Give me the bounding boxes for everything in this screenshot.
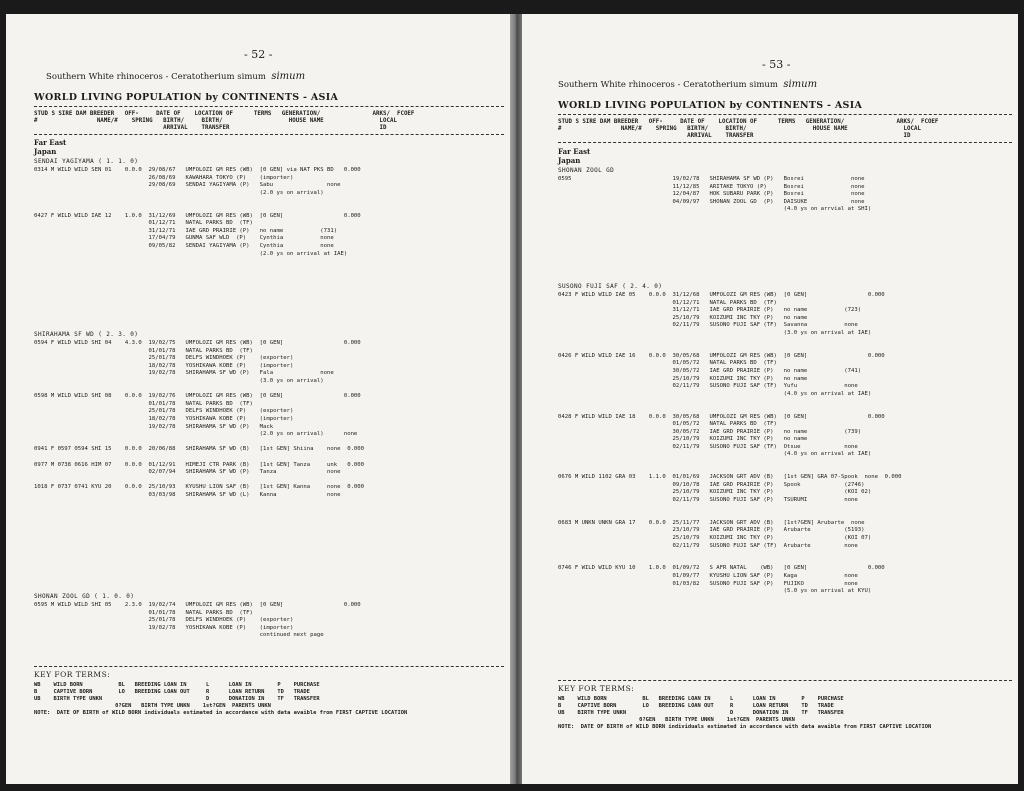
species-subspecies: simum — [783, 79, 818, 90]
country-label: Japan — [558, 156, 581, 165]
institution-header: SHIRAHAMA SF WD ( 2. 3. 0) — [34, 331, 139, 338]
species-name: Southern White rhinoceros - Ceratotherium simum — [46, 72, 266, 82]
page-number: - 53 - — [762, 58, 791, 71]
studbook-entries: 0595 M WILD WILD SHI 05 2.3.0 19/02/74 UMFOLOZI GM RES (WB) [0 GEN] 0.000 01/01/78 NATAL PARKS BD (TF) 25/01/78 DELFS WINDHOEK (P) (exporter) 19/02/78 YOSHIKAWA KOBE (P) (importer) continued next page — [34, 602, 361, 639]
left-page — [6, 14, 510, 784]
key-title: KEY FOR TERMS: — [34, 670, 111, 679]
species-title — [46, 71, 305, 82]
institution-header: SHONAN ZOOL GD ( 1. 0. 0) — [34, 593, 135, 600]
institution-header: SUSONO FUJI SAF ( 2. 4. 0) — [558, 283, 663, 290]
key-title: KEY FOR TERMS: — [558, 684, 635, 693]
header-rule — [558, 142, 1012, 143]
species-name: Southern White rhinoceros - Ceratotherium simum — [558, 80, 778, 90]
column-headers: STUD S SIRE DAM BREEDER OFF- DATE OF LOCATION OF TERMS GENERATION/ ARKS/ FCOEF # NAME/# SPRING BIRTH/ BIRTH/ HOUSE NAME LOCAL ARRIVAL TRANSFER ID — [558, 119, 939, 139]
key-rule — [34, 666, 504, 667]
section-title: WORLD LIVING POPULATION by CONTINENTS - ASIA — [558, 100, 863, 111]
studbook-entries: 0594 F WILD WILD SHI 04 4.3.0 19/02/75 UMFOLOZI GM RES (WB) [0 GEN] 0.000 01/01/78 NATAL PARKS BD (TF) 25/01/78 DELFS WINDHOEK (P) (exporter) 18/02/78 YOSHIKAWA KOBE (P) (importer) 19/02/78 SHIRAHAMA SF WD (P) Fala none (3.0 ys on arrival) 0598 M WILD WILD SHI 08 0.0.0 19/02/76 UMFOLOZI GM RES (WB) [0 GEN] 0.000 01/01/78 NATAL PARKS BD (TF) 25/01/78 DELFS WINDHOEK (P) (exporter) 18/02/78 YOSHIKAWA KOBE (P) (importer) 19/02/78 SHIRAHAMA SF WD (P) Mack (2.0 ys on arrival) none 0941 F 0597 0594 SHI 15 0.0.0 20/06/88 SHIRAHAMA SF WD (B) [1st GEN] Shiina none 0.000 0977 M 0738 0616 HIM 07 0.0.0 01/12/91 HIMEJI CTR PARK (B) [1st GEN] Tanza unk 0.000 02/07/94 SHIRAHAMA SF WD (P) Tanza none 1018 F 0737 0741 KYU 20 0.0.0 25/10/93 KYUSHU LION SAF (B) [1st GEN] Kanna none 0.000 03/03/98 SHIRAHAMA SF WD (L) Kanna none — [34, 340, 365, 498]
region-label: Far East — [34, 138, 67, 147]
right-page — [522, 14, 1018, 784]
header-rule — [558, 114, 1012, 115]
studbook-entries: 0595 19/02/78 SHIRAHAMA SF WD (P) Bosrei none 11/12/85 ARITAKE TOKYO (P) Bosrei none 12/04/87 HOK SUBARU PARK (P) Bosrei none 04/09/97 SHONAN ZOOL GD (P) DAISUKE none (4.0 ys on arrvial at SHI) — [558, 176, 872, 213]
page-number: - 52 - — [244, 48, 273, 61]
studbook-entries: 0423 F WILD WILD IAE 05 0.0.0 31/12/68 UMFOLOZI GM RES (WB) [0 GEN] 0.000 01/12/71 NATAL PARKS BD (TF) 31/12/71 IAE GRD PRAIRIE (P) no name (723) 25/10/79 KOIZUMI INC TKY (P) no name 02/11/79 SUSONO FUJI SAF (TF) Savanna none (3.0 ys on arrival at IAE) 0426 F WILD WILD IAE 16 0.0.0 30/05/68 UMFOLOZI GM RES (WB) [0 GEN] 0.000 01/05/72 NATAL PARKS BD (TF) 30/05/72 IAE GRD PRAIRIE (P) no name (741) 25/10/79 KOIZUMI INC TKY (P) no name 02/11/79 SUSONO FUJI SAF (TF) Yufu none (4.0 ys on arrival at IAE) 0428 F WILD WILD IAE 18 0.0.0 30/05/68 UMFOLOZI GM RES (WB) [0 GEN] 0.000 01/05/72 NATAL PARKS BD (TF) 30/05/72 IAE GRD PRAIRIE (P) no name (739) 25/10/79 KOIZUMI INC TKY (P) no name 02/11/79 SUSONO FUJI SAF (TF) Otsue none (4.0 ys on arrival at IAE) 0676 M WILD 1102 GRA 03 1.1.0 01/01/69 JACKSON GRT ADV (B) [1st GEN] GRA 07-Spook none 0.000 09/10/78 IAE GRD PRAIRIE (P) Spook (2746) 25/10/79 KOIZUMI INC TKY (P) (KOI 02) 02/11/79 SUSONO FUJI SAF (P) TSURUMI none 0683 M UNKN UNKN GRA 17 0.0.0 25/11/77 JACKSON GRT ADV (B) [1st?GEN] Arubarte none 23/10/79 IAE GRD PRAIRIE (P) Arubarte (5193) 25/10/79 KOIZUMI INC TKY (P) (KOI 07) 02/11/79 SUSONO FUJI SAF (TF) Arubarte none 0746 F WILD WILD KYU 10 1.0.0 01/09/72 S AFR NATAL (WB) [0 GEN] 0.000 01/09/77 KYUSHU LION SAF (P) Kaga none 01/03/82 SUSONO FUJI SAF (P) FUJIKO none (5.0 ys on arrival at KYU) — [558, 292, 902, 595]
species-title — [558, 79, 817, 90]
header-rule — [34, 134, 504, 135]
header-rule — [34, 106, 504, 107]
region-label: Far East — [558, 147, 591, 156]
key-for-terms: WB WILD BORN BL BREEDING LOAN IN L LOAN IN P PURCHASE B CAPTIVE BORN LO BREEDING LOAN OUT R LOAN RETURN TD TRADE UB BIRTH TYPE UNKN D DONATION IN TF TRANSFER 0?GEN BIRTH TYPE UNKN 1st?GEN PARENTS UNKN NOTE: DATE OF BIRTH of WILD BORN individuals estimated in accordance with data avaible from FIRST CAPTIVE LOCATION — [558, 696, 932, 730]
key-rule — [558, 680, 1012, 681]
section-title: WORLD LIVING POPULATION by CONTINENTS - ASIA — [34, 92, 339, 103]
key-for-terms: WB WILD BORN BL BREEDING LOAN IN L LOAN IN P PURCHASE B CAPTIVE BORN LO BREEDING LOAN OUT R LOAN RETURN TD TRADE UB BIRTH TYPE UNKN D DONATION IN TF TRANSFER 0?GEN BIRTH TYPE UNKN 1st?GEN PARENTS UNKN NOTE: DATE OF BIRTH of WILD BORN individuals estimated in accordance with data avaible from FIRST CAPTIVE LOCATION — [34, 682, 408, 716]
species-subspecies: simum — [271, 71, 306, 82]
studbook-entries: 0314 M WILD WILD SEN 01 0.0.0 29/08/67 UMFOLOZI GM RES (WB) [0 GEN] via NAT PKS BD 0.000 26/08/69 KAWAHARA TOKYO (P) (importer) 29/08/69 SENDAI YAGIYAMA (P) Sabu none (2.0 ys on arrival) 0427 F WILD WILD IAE 12 1.0.0 31/12/69 UMFOLOZI GM RES (WB) [0 GEN] 0.000 01/12/71 NATAL PARKS BD (TF) 31/12/71 IAE GRD PRAIRIE (P) no name (731) 17/04/79 GUNMA SAF WLD (P) Cynthia none 09/05/82 SENDAI YAGIYAMA (P) Cynthia none (2.0 ys on arrival at IAE) — [34, 167, 361, 257]
institution-header: SHONAN ZOOL GD — [558, 167, 615, 174]
column-headers: STUD S SIRE DAM BREEDER OFF- DATE OF LOCATION OF TERMS GENERATION/ ARKS/ FCOEF # NAME/# SPRING BIRTH/ BIRTH/ HOUSE NAME LOCAL ARRIVAL TRANSFER ID — [34, 111, 415, 131]
institution-header: SENDAI YAGIYAMA ( 1. 1. 0) — [34, 158, 139, 165]
country-label: Japan — [34, 147, 57, 156]
